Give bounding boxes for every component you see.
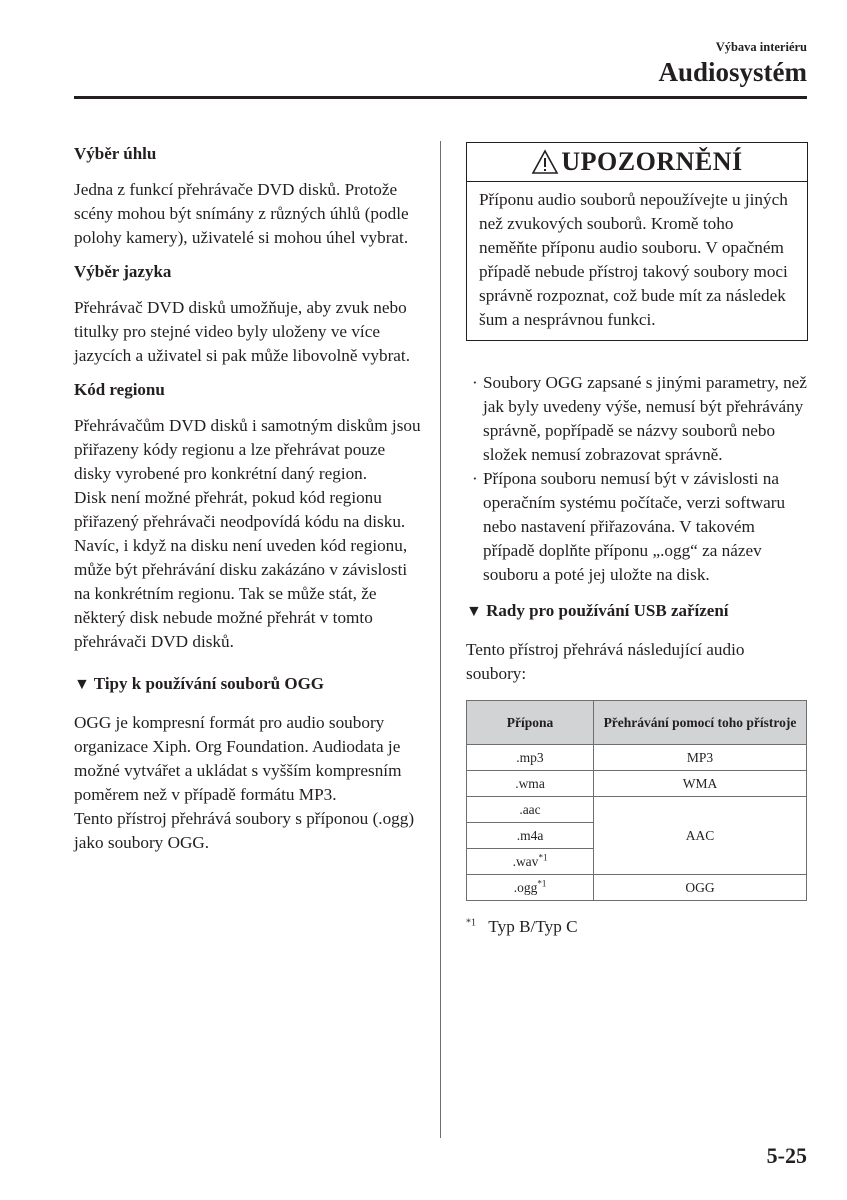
table-cell: MP3 bbox=[594, 745, 807, 771]
cell-text: .ogg bbox=[513, 879, 538, 895]
table-row bbox=[467, 797, 807, 823]
list-item-text: Soubory OGG zapsané s jinými parametry, než jak byly uvedeny výše, nemusí být přehrávány správně, popřípadě se názvy souborů nebo složek nemusí zobrazovat správně. bbox=[483, 373, 807, 464]
list-item bbox=[466, 467, 808, 587]
footnote bbox=[466, 915, 808, 939]
footnote-mark: *1 bbox=[466, 917, 476, 929]
ogg-tips-heading bbox=[74, 672, 424, 697]
header-rule bbox=[74, 96, 807, 99]
table-row bbox=[467, 875, 807, 901]
ogg-text-1: OGG je kompresní formát pro audio soubory organizace Xiph. Org Foundation. Audiodata je možné vytvářet a ukládat s vyšším kompresním poměrem než v případě formátu MP3. bbox=[74, 713, 402, 804]
cell-text: .wav bbox=[512, 853, 539, 869]
ogg-tips-heading-text: Tipy k používání souborů OGG bbox=[93, 674, 325, 693]
page-title: Audiosystém bbox=[658, 57, 807, 87]
bullet-dot-icon: · bbox=[472, 469, 478, 488]
footnote-text: Typ B/Typ C bbox=[488, 917, 578, 936]
angle-heading: Výběr úhlu bbox=[74, 144, 157, 163]
triangle-down-icon: ▼ bbox=[466, 603, 482, 620]
list-item-text: Přípona souboru nemusí být v závislosti na operačním systému počítače, verzi softwaru nebo nastavení přiřazována. V takovém případě doplňte příponu „.ogg“ za název souboru a poté jej uložte na disk. bbox=[483, 469, 786, 584]
left-column bbox=[74, 142, 424, 855]
triangle-down-icon: ▼ bbox=[74, 676, 90, 693]
table-cell: .m4a bbox=[467, 823, 594, 849]
table-cell: OGG bbox=[594, 875, 807, 901]
table-cell: WMA bbox=[594, 771, 807, 797]
language-text: Přehrávač DVD disků umožňuje, aby zvuk nebo titulky pro stejné video byly uloženy ve více jazycích a uživatel si pak může libovolně vybrat. bbox=[74, 298, 410, 365]
caution-title-row bbox=[467, 143, 807, 182]
page-number: 5-25 bbox=[766, 1143, 807, 1168]
table-row bbox=[467, 771, 807, 797]
angle-text: Jedna z funkcí přehrávače DVD disků. Protože scény mohou být snímány z různých úhlů (podle polohy kamery), uživatelé si mohou úhel vybrat. bbox=[74, 180, 409, 247]
region-text-3: Navíc, i když na disku není uveden kód regionu, může být přehrávání disku zakázáno v závislosti na konkrétním regionu. Tak se může stát, že některý disk nebude možné přehrát v tomto přehrávači DVD disků. bbox=[74, 536, 408, 651]
column-divider bbox=[440, 141, 441, 1138]
table-header-row bbox=[467, 701, 807, 745]
table-header-playback: Přehrávání pomocí toho přístroje bbox=[594, 701, 807, 745]
table-cell: AAC bbox=[594, 797, 807, 875]
caution-text: Příponu audio souborů nepoužívejte u jiných než zvukových souborů. Kromě toho neměňte příponu audio souboru. V opačném případě nebude přístroj takový soubory moci správně rozpoznat, což bude mít za následek šum a nesprávnou funkci. bbox=[479, 190, 788, 329]
section-header: Výbava interiéru bbox=[715, 40, 807, 54]
usb-tips-heading bbox=[466, 599, 808, 624]
usb-tips-heading-text: Rady pro používání USB zařízení bbox=[486, 601, 729, 620]
ogg-text-2: Tento přístroj přehrává soubory s příponou (.ogg) jako soubory OGG. bbox=[74, 809, 415, 852]
region-heading: Kód regionu bbox=[74, 380, 165, 399]
file-extension-table bbox=[466, 700, 807, 901]
bullet-dot-icon: · bbox=[472, 373, 478, 392]
usb-intro-text: Tento přístroj přehrává následující audio soubory: bbox=[466, 640, 745, 683]
table-row bbox=[467, 745, 807, 771]
region-text-2: Disk není možné přehrát, pokud kód regionu přiřazený přehrávači neodpovídá kódu na disku. bbox=[74, 488, 406, 531]
caution-title: UPOZORNĚNÍ bbox=[561, 147, 743, 176]
footnote-ref: *1 bbox=[537, 878, 547, 888]
language-heading: Výběr jazyka bbox=[74, 262, 172, 281]
table-cell: .mp3 bbox=[467, 745, 594, 771]
footnote-ref: *1 bbox=[538, 852, 548, 862]
table-cell: .aac bbox=[467, 797, 594, 823]
region-text-1: Přehrávačům DVD disků i samotným diskům jsou přiřazeny kódy regionu a lze přehrávat pouze disky vyrobené pro konkrétní daný region. bbox=[74, 416, 421, 483]
caution-box bbox=[466, 142, 808, 341]
right-column bbox=[466, 142, 808, 939]
table-cell bbox=[467, 849, 594, 875]
list-item bbox=[466, 371, 808, 467]
table-header-extension: Přípona bbox=[467, 701, 594, 745]
table-cell bbox=[467, 875, 594, 901]
notes-list bbox=[466, 371, 808, 587]
warning-triangle-icon bbox=[531, 149, 559, 175]
table-cell: .wma bbox=[467, 771, 594, 797]
